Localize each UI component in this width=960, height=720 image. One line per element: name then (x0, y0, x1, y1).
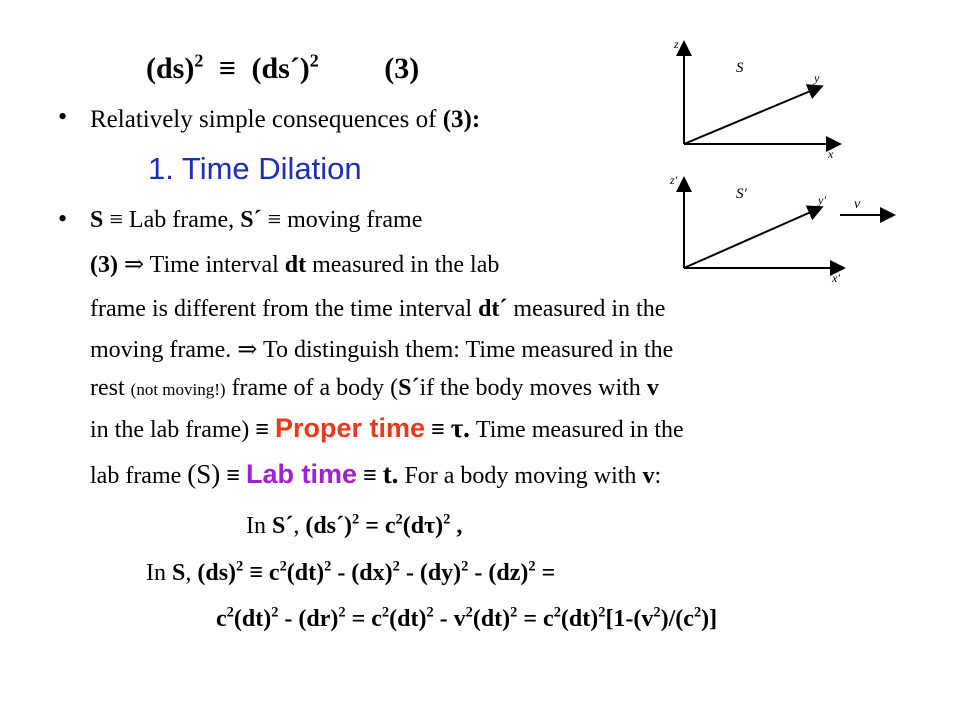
body-line-5: in the lab frame) ≡ Proper time ≡ τ. Time measured in the (90, 413, 684, 443)
x-prime-label: x' (832, 271, 840, 285)
body-line-3: moving frame. ⇒ To distinguish them: Time measured in the (90, 337, 674, 363)
body-line-6: lab frame (S) ≡ Lab time ≡ t. For a body moving with v: (90, 459, 662, 489)
x-axis-label: x (828, 147, 834, 161)
equation-line-3: $c^2(dt)^2 - (dr)^2 = c^2(dt)^2 - v^2(dt)^2 = c^2(dt)^2[1-(v^2)/(c^2)]$ (216, 604, 718, 632)
equation-line-1: In S´, (ds´)$^2$ = $c^2(d\tau)^2$ , (246, 511, 463, 539)
y-axis-label: y (814, 71, 820, 85)
frame-s-prime-diagram (660, 168, 900, 288)
equation-3 (146, 52, 419, 85)
z-axis-label: z (674, 37, 679, 51)
frame-s-diagram (660, 32, 850, 162)
eq3-rhs: (ds´) (251, 52, 310, 85)
body-line-4: rest (not moving!) frame of a body (S´if the body moves with v (90, 375, 659, 401)
y-axis (684, 87, 820, 144)
bullet-2-text: S ≡ Lab frame, S´ ≡ moving frame (90, 207, 423, 233)
equation-line-2: In S, $(ds)^2 \equiv c^2(dt)^2 - (dx)^2 - (dy)^2 - (dz)^2$ = (146, 558, 556, 586)
eq3-exp1: 2 (194, 50, 204, 71)
eq3-equiv: ≡ (218, 52, 236, 85)
eq3-exp2: 2 (309, 50, 319, 71)
y-prime-label: y' (818, 193, 826, 207)
velocity-label: v (854, 197, 861, 212)
y-prime-axis (684, 208, 820, 268)
bullet-1-text: Relatively simple consequences of (3): (90, 106, 481, 133)
heading-time-dilation: 1. Time Dilation (148, 151, 362, 186)
bullet-2-dot: • (58, 204, 68, 233)
body-line-2: frame is different from the time interval dt´ measured in the (90, 296, 666, 322)
body-line-1: (3) ⇒ Time interval dt measured in the lab (90, 252, 500, 278)
frame-s-label: S (736, 60, 744, 76)
bullet-1-dot: • (58, 102, 68, 131)
eq3-label: (3) (384, 52, 420, 85)
eq3-lhs: (ds) (146, 52, 195, 85)
frame-s-prime-label: S' (736, 186, 747, 202)
z-prime-label: z' (670, 173, 678, 187)
